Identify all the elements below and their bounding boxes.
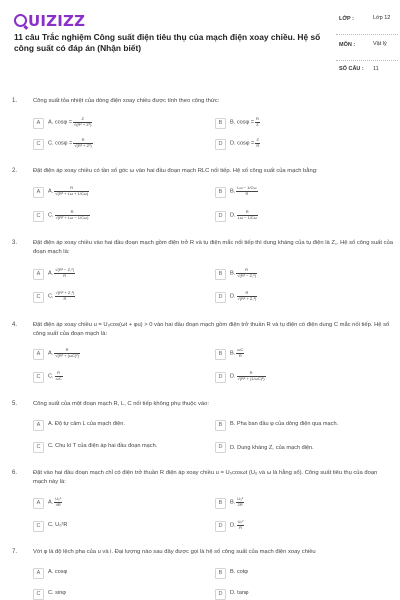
- fraction-numerator: R: [73, 138, 92, 144]
- option-b[interactable]: [215, 349, 385, 363]
- fraction-numerator: R: [54, 186, 89, 192]
- option-b[interactable]: [215, 187, 385, 201]
- question-text: Công suất tỏa nhiệt của dòng điện xoay chiều được tính theo công thức:: [33, 98, 220, 104]
- worksheet-header: [0, 0, 400, 82]
- option-letter-box: C: [33, 372, 44, 383]
- option-letter-box: D: [215, 211, 226, 222]
- option-text: B. cotφ: [230, 569, 248, 575]
- option-d[interactable]: [215, 589, 385, 600]
- option-a[interactable]: [33, 420, 203, 434]
- option-text: C. Chu kì T của điện áp hai đầu đoạn mạch.: [48, 443, 158, 449]
- fraction-denominator: √(R² + Z꜀²): [237, 295, 257, 301]
- option-c[interactable]: [33, 372, 203, 386]
- fraction-numerator: U₀²: [237, 519, 244, 524]
- option-letter-box: D: [215, 589, 226, 600]
- option-letter-box: C: [33, 292, 44, 303]
- option-text: A.: [48, 270, 54, 277]
- option-letter-box: A: [33, 349, 44, 360]
- option-a[interactable]: [33, 568, 203, 582]
- fraction-denominator: √(R² + Lω − 1/Cω): [55, 214, 89, 220]
- option-letter-box: A: [33, 568, 44, 579]
- fraction-numerator: √(R² − Z꜀²): [55, 267, 75, 272]
- formula-fraction: [54, 268, 75, 278]
- option-letter-box: A: [33, 118, 44, 129]
- option-d[interactable]: [215, 211, 385, 225]
- question-number: 7.: [12, 549, 18, 555]
- option-letter-box: C: [33, 139, 44, 150]
- option-text: D.: [230, 212, 236, 219]
- formula-fraction: [237, 371, 266, 381]
- fraction-numerator: √(R² + Z꜀²): [55, 290, 75, 295]
- subject-value: Vật lý: [373, 41, 387, 47]
- option-text: D.: [230, 373, 236, 380]
- fraction-denominator: √(R² − Z꜀²): [237, 272, 257, 278]
- option-letter-box: D: [215, 139, 226, 150]
- option-text: A.: [48, 350, 54, 357]
- fraction-denominator: √(R² + (ωC)²): [55, 352, 79, 358]
- option-letter-box: B: [215, 420, 226, 431]
- option-text: A. cosφ: [48, 569, 68, 575]
- fraction-numerator: R: [236, 268, 257, 274]
- option-letter-box: D: [215, 372, 226, 383]
- meta-divider: [336, 34, 398, 35]
- option-letter-box: B: [215, 187, 226, 198]
- subject-label: MÔN :: [339, 42, 356, 48]
- class-label: LỚP :: [339, 16, 354, 22]
- class-value: Lớp 12: [373, 15, 391, 21]
- question-count-value: 11: [373, 66, 379, 72]
- option-text: B. cosφ =: [230, 119, 254, 126]
- option-letter-box: D: [215, 521, 226, 532]
- formula-fraction: [55, 371, 63, 381]
- formula-fraction: [255, 117, 260, 127]
- option-text: D. Dung kháng Z꜀ của mạch điện.: [230, 445, 314, 451]
- formula-fraction: [54, 348, 80, 358]
- option-text: C.: [48, 212, 54, 219]
- option-letter-box: B: [215, 349, 226, 360]
- fraction-denominator: √(R² + (1/ωC)²): [237, 375, 265, 381]
- option-d[interactable]: [215, 372, 385, 386]
- fraction-denominator: ωC: [55, 375, 62, 381]
- quizizz-logo: UIZIZZ: [14, 12, 85, 30]
- option-letter-box: C: [33, 211, 44, 222]
- question-number: 3.: [12, 240, 18, 246]
- formula-fraction: [73, 138, 92, 148]
- fraction-denominator: Z: [256, 121, 259, 127]
- option-letter-box: C: [33, 589, 44, 600]
- option-text: B. Pha ban đầu φ của dòng điện qua mạch.: [230, 421, 339, 427]
- option-text: B.: [230, 188, 236, 195]
- option-text: A.: [48, 499, 54, 506]
- option-text: C.: [48, 293, 54, 300]
- question-text: Đặt điện áp xoay chiều có tần số góc ω vào hai đầu đoạn mạch RLC nối tiếp. Hệ số công suất của mạch bằng:: [33, 168, 318, 174]
- option-b[interactable]: [215, 420, 385, 434]
- fraction-denominator: Lω − 1/Cω: [237, 214, 257, 220]
- question-number: 1.: [12, 98, 18, 104]
- option-d[interactable]: [215, 139, 385, 153]
- option-text: B.: [230, 350, 236, 357]
- question-number: 6.: [12, 470, 18, 476]
- question-text: Đặt điện áp xoay chiều u = U₀cos(ωt + φu) > 0 vào hai đầu đoạn mạch gồm điện trở thuần R và tụ điện có điện dung C mắc nối tiếp. Hệ số công suất của đoạn mạch là:: [33, 322, 390, 337]
- option-text: C. sinφ: [48, 590, 66, 596]
- formula-fraction: [54, 497, 62, 507]
- question-number: 5.: [12, 401, 18, 407]
- logo-q-icon: [14, 14, 27, 27]
- fraction-denominator: R: [256, 142, 260, 148]
- option-letter-box: C: [33, 442, 44, 453]
- meta-divider: [336, 60, 398, 61]
- option-letter-box: A: [33, 187, 44, 198]
- fraction-denominator: R: [245, 190, 249, 196]
- option-letter-box: A: [33, 420, 44, 431]
- question-number: 4.: [12, 322, 18, 328]
- option-text: B.: [230, 499, 236, 506]
- option-text: A. Độ tự cảm L của mạch điện.: [48, 421, 125, 427]
- formula-fraction: [236, 497, 244, 507]
- formula-fraction: [236, 186, 257, 196]
- option-text: A.: [48, 188, 54, 195]
- question-text: Đặt điện áp xoay chiều vào hai đầu đoạn mạch gồm điện trở R và tụ điện mắc nối tiếp thì dung kháng của tụ điện là Z꜀. Hệ số công suất của đoạn mạch là:: [33, 240, 393, 255]
- option-letter-box: D: [215, 292, 226, 303]
- option-c[interactable]: [33, 139, 203, 153]
- formula-fraction: [54, 186, 89, 196]
- option-letter-box: A: [33, 498, 44, 509]
- fraction-denominator: √(R² + Lω + 1/Cω): [55, 190, 89, 196]
- option-a[interactable]: [33, 187, 203, 201]
- fraction-denominator: R: [63, 295, 67, 301]
- option-d[interactable]: [215, 442, 385, 456]
- option-d[interactable]: [215, 521, 385, 535]
- option-letter-box: B: [215, 269, 226, 280]
- fraction-numerator: R: [237, 210, 258, 216]
- option-a[interactable]: [33, 498, 203, 512]
- fraction-numerator: Lω − 1/Cω: [237, 185, 257, 190]
- option-b[interactable]: [215, 269, 385, 283]
- fraction-numerator: U₀²: [237, 496, 244, 501]
- question-text: Đặt vào hai đầu đoạn mạch chỉ có điện trở thuần R điện áp xoay chiều u = U₀cosωt (U₀ và ω là hằng số). Công suất tiêu thụ của đoạn mạch này là:: [33, 470, 378, 485]
- fraction-denominator: 4R: [55, 501, 61, 507]
- option-text: B.: [230, 270, 236, 277]
- option-a[interactable]: [33, 269, 203, 283]
- option-c[interactable]: [33, 442, 203, 456]
- option-text: C. U₀²R: [48, 522, 68, 528]
- question-text: Công suất của một đoạn mạch R, L, C nối tiếp không phụ thuộc vào:: [33, 401, 209, 407]
- fraction-numerator: ωC: [237, 347, 244, 352]
- fraction-numerator: Z: [256, 137, 259, 142]
- formula-fraction: [236, 268, 257, 278]
- option-text: D.: [230, 522, 236, 529]
- option-b[interactable]: [215, 498, 385, 512]
- option-letter-box: C: [33, 521, 44, 532]
- fraction-numerator: R: [237, 371, 266, 377]
- option-text: C.: [48, 373, 54, 380]
- fraction-denominator: √(R² + Z²): [74, 121, 92, 127]
- formula-fraction: [55, 291, 76, 301]
- question-text: Với φ là độ lệch pha của u và i. Đại lượng nào sau đây được gọi là hệ số công suất của mạch điện xoay chiều: [33, 549, 316, 555]
- option-c[interactable]: [33, 211, 203, 225]
- option-text: D. cosφ =: [230, 140, 255, 147]
- fraction-numerator: Z: [73, 117, 92, 123]
- question-count-label: SỐ CÂU :: [339, 66, 364, 72]
- option-letter-box: D: [215, 442, 226, 453]
- fraction-denominator: 2R: [237, 501, 243, 507]
- option-text: A. cosφ =: [48, 119, 72, 126]
- formula-fraction: [237, 210, 258, 220]
- fraction-denominator: R: [238, 352, 242, 358]
- fraction-numerator: U₀²: [55, 496, 62, 501]
- formula-fraction: [55, 210, 90, 220]
- fraction-numerator: R: [55, 371, 63, 377]
- option-a[interactable]: [33, 118, 203, 132]
- option-text: D.: [230, 293, 236, 300]
- option-b[interactable]: [215, 118, 385, 132]
- fraction-numerator: R: [55, 210, 90, 216]
- option-a[interactable]: [33, 349, 203, 363]
- option-c[interactable]: [33, 292, 203, 306]
- fraction-numerator: R: [54, 348, 80, 354]
- formula-fraction: [236, 348, 244, 358]
- formula-fraction: [237, 520, 245, 530]
- option-d[interactable]: [215, 292, 385, 306]
- question-number: 2.: [12, 168, 18, 174]
- option-text: C. cosφ =: [48, 140, 73, 147]
- option-letter-box: B: [215, 498, 226, 509]
- option-c[interactable]: [33, 589, 203, 600]
- fraction-denominator: √(R² + Z²): [74, 142, 92, 148]
- formula-fraction: [237, 291, 258, 301]
- worksheet-title: 11 câu Trắc nghiệm Công suất điện tiêu thụ của mạch điện xoay chiều. Hệ số công suất có đáp án (Nhận biết): [14, 32, 321, 53]
- option-letter-box: B: [215, 118, 226, 129]
- formula-fraction: [255, 138, 260, 148]
- option-c[interactable]: [33, 521, 203, 535]
- option-text: D. tanφ: [230, 590, 249, 596]
- fraction-denominator: R: [63, 272, 67, 278]
- fraction-numerator: R: [237, 291, 258, 297]
- formula-fraction: [73, 117, 92, 127]
- fraction-numerator: R: [256, 116, 259, 121]
- option-letter-box: A: [33, 269, 44, 280]
- fraction-denominator: R: [239, 524, 242, 530]
- option-b[interactable]: [215, 568, 385, 582]
- option-letter-box: B: [215, 568, 226, 579]
